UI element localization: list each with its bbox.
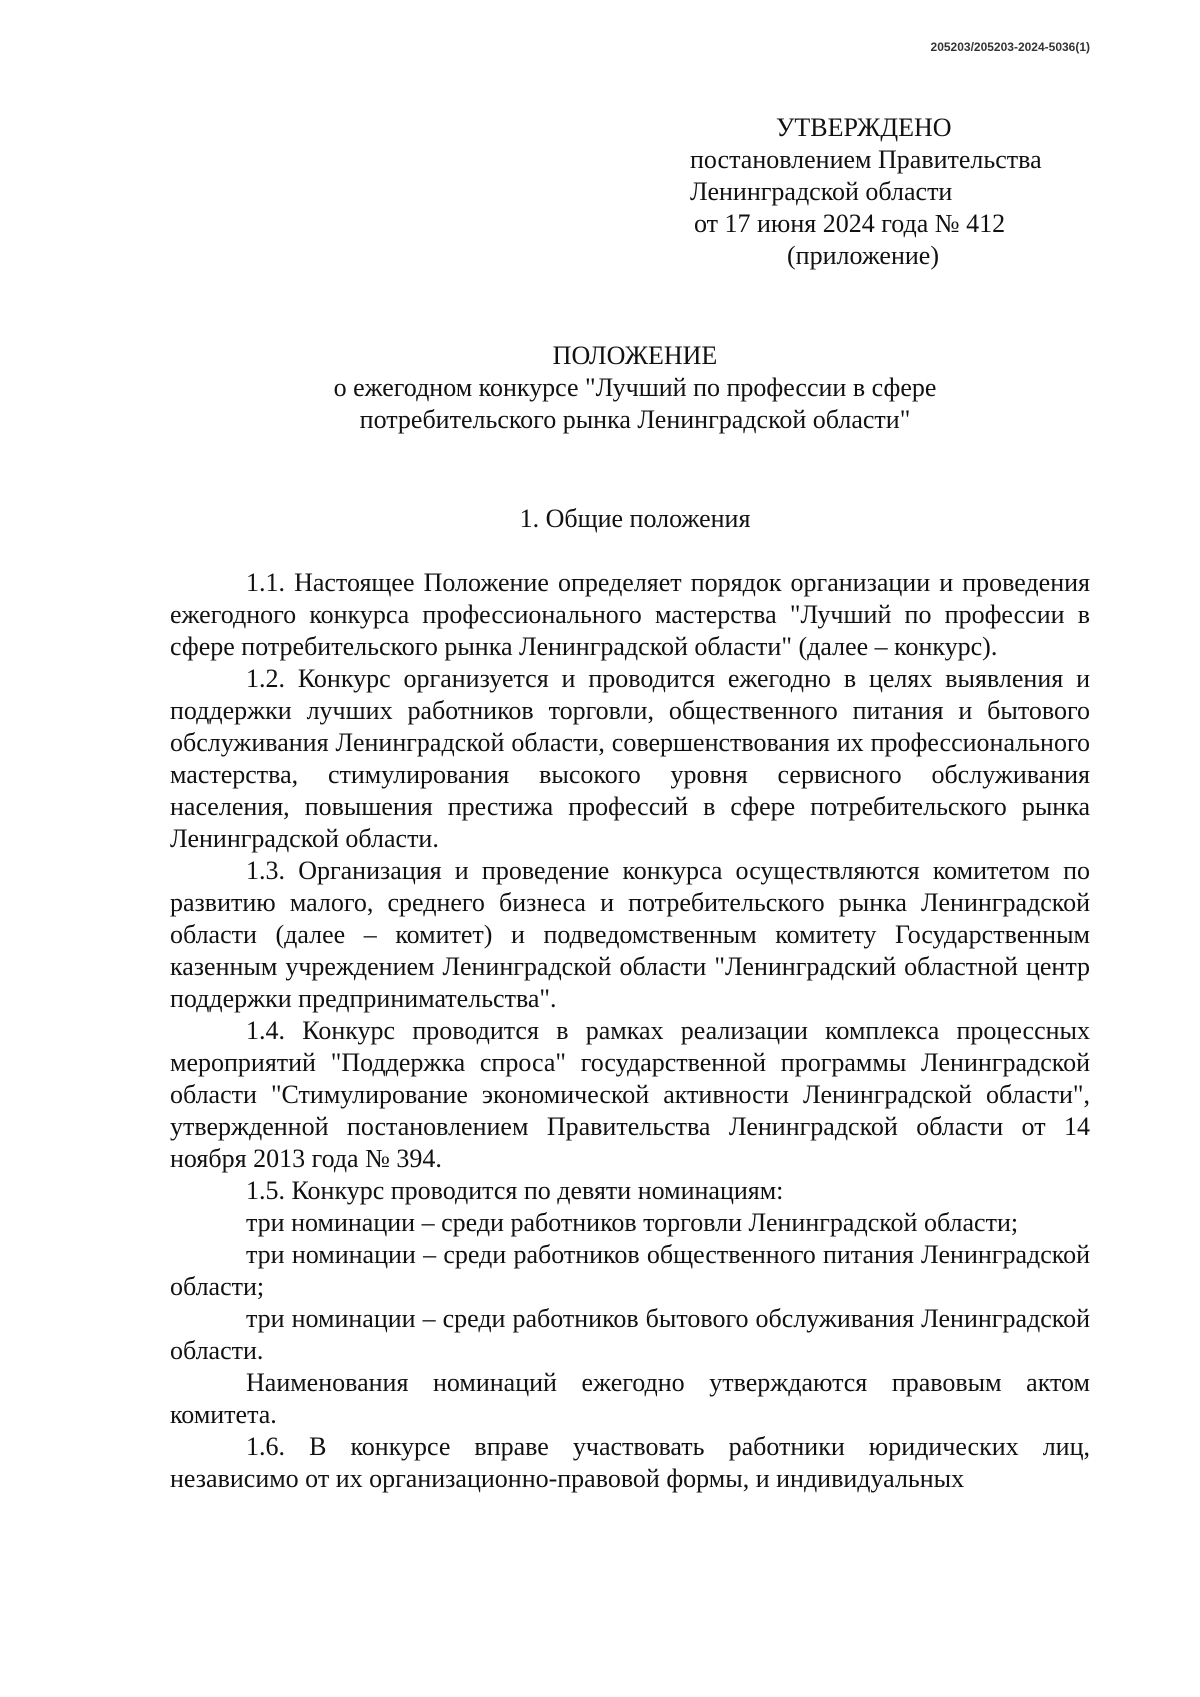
paragraph-1-1: 1.1. Настоящее Положение определяет порядок организации и проведения ежегодного конкурса профессионального мастерства "Лучший по профессии в сфере потребительского рынка Ленинградской области" (далее – конкурс).	[170, 568, 1090, 661]
paragraph-1-3: 1.3. Организация и проведение конкурса осуществляются комитетом по развитию малого, среднего бизнеса и потребительского рынка Ленинградской области (далее – комитет) и подведомственным комитету Государственным казенным учреждением Ленинградской области "Ленинградский областной центр поддержки предпринимательства".	[170, 856, 1090, 1013]
paragraph-1-6: 1.6. В конкурсе вправе участвовать работники юридических лиц, независимо от их организационно-правовой формы, и индивидуальных	[170, 1432, 1090, 1493]
document-number: 205203/205203-2024-5036(1)	[930, 40, 1090, 54]
document-title: ПОЛОЖЕНИЕ	[552, 341, 718, 370]
nomination-list-item: три номинации – среди работников общественного питания Ленинградской области;	[170, 1240, 1090, 1301]
approval-line: Ленинградской области	[690, 177, 953, 206]
nomination-list-item: три номинации – среди работников бытового обслуживания Ленинградской области.	[170, 1304, 1090, 1365]
paragraph-1-5: 1.5. Конкурс проводится по девяти номинациям:	[246, 1176, 784, 1205]
approval-line: постановлением Правительства	[690, 145, 1042, 174]
paragraph-1-2: 1.2. Конкурс организуется и проводится ежегодно в целях выявления и поддержки лучших работников торговли, общественного питания и бытового обслуживания Ленинградской области, совершенствования их профессионального мастерства, стимулирования высокого уровня сервисного обслуживания населения, повышения престижа профессий в сфере потребительского рынка Ленинградской области.	[170, 664, 1090, 853]
section-title: 1. Общие положения	[519, 504, 751, 533]
approval-appendix: (приложение)	[787, 241, 940, 270]
approval-date: от 17 июня 2024 года № 412	[694, 209, 1006, 238]
approval-block	[690, 112, 1110, 272]
paragraph-1-4: 1.4. Конкурс проводится в рамках реализации комплекса процессных мероприятий "Поддержка спроса" государственной программы Ленинградской области "Стимулирование экономической активности Ленинградской области", утвержденной постановлением Правительства Ленинградской области от 14 ноября 2013 года № 394.	[170, 1016, 1090, 1173]
document-heading	[170, 340, 1100, 436]
nomination-list-item: три номинации – среди работников торговли Ленинградской области;	[246, 1208, 1019, 1237]
section-body	[170, 567, 1090, 1495]
document-subtitle-line: потребительского рынка Ленинградской области"	[359, 405, 911, 434]
document-subtitle-line: о ежегодном конкурсе "Лучший по профессии в сфере	[333, 373, 937, 402]
approval-title: УТВЕРЖДЕНО	[776, 113, 952, 142]
paragraph-nominations-note: Наименования номинаций ежегодно утверждаются правовым актом комитета.	[170, 1368, 1090, 1429]
